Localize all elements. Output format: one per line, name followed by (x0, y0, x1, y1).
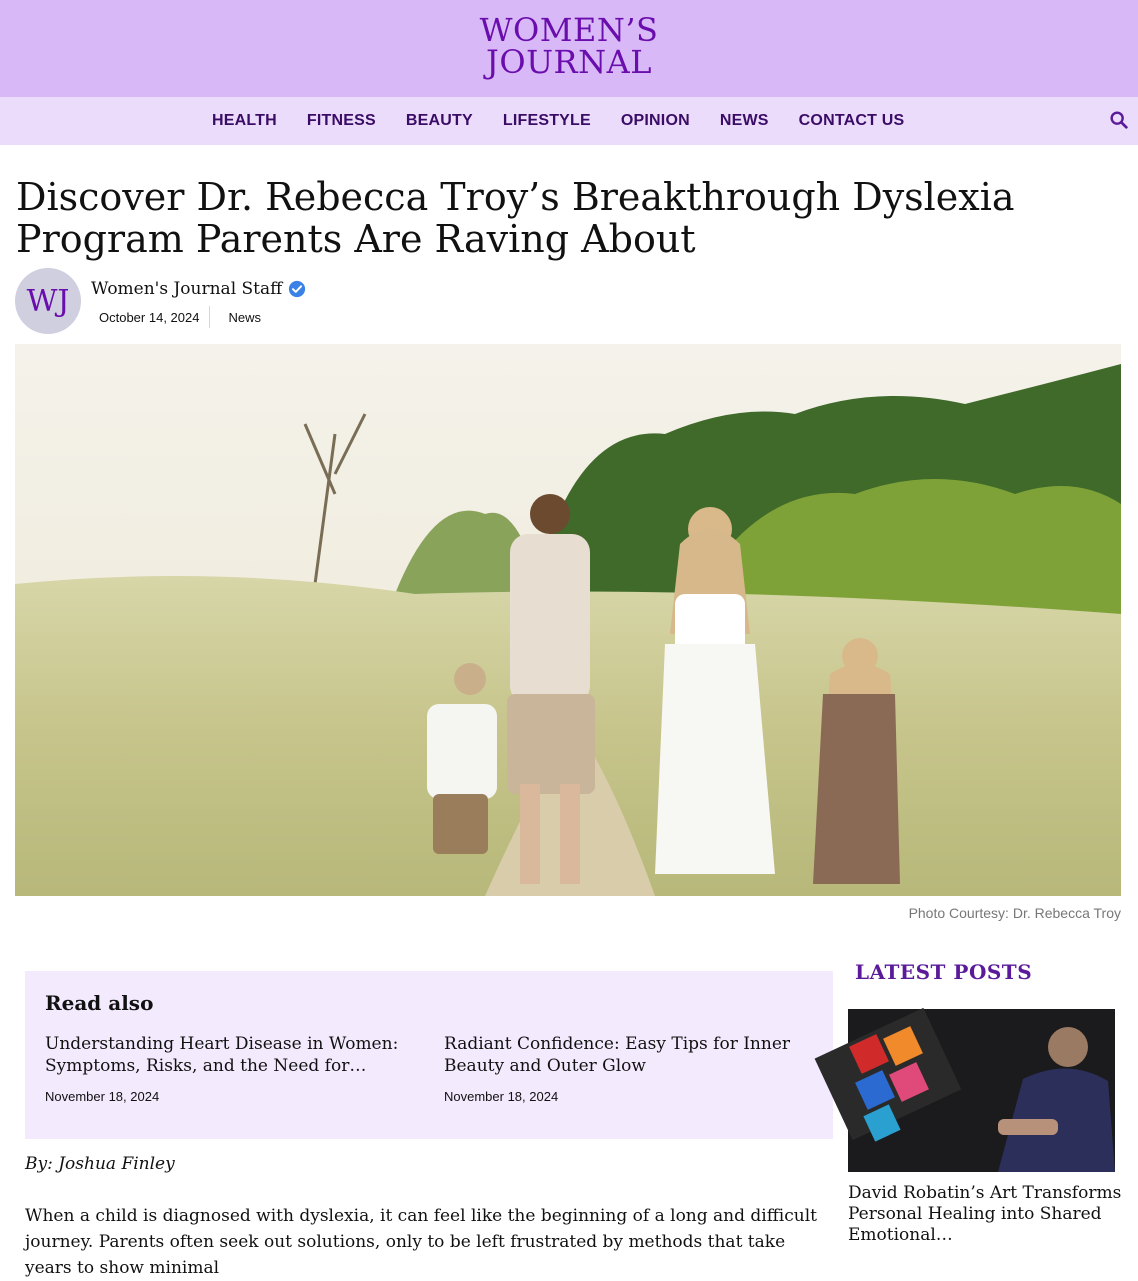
read-also-item[interactable] (45, 1033, 415, 1104)
logo-line-2: JOURNAL (486, 43, 652, 81)
read-also-item-date: November 18, 2024 (444, 1089, 559, 1104)
site-logo[interactable] (0, 11, 1138, 81)
nav-item-lifestyle[interactable]: LIFESTYLE (502, 112, 591, 129)
read-also-box (25, 971, 833, 1139)
read-also-item[interactable] (444, 1033, 814, 1104)
nav-item-contact-us[interactable]: CONTACT US (798, 112, 905, 129)
author-name[interactable]: Women's Journal Staff (91, 279, 283, 299)
search-icon[interactable] (1108, 109, 1130, 131)
hero-image (15, 344, 1121, 896)
verified-badge-icon (288, 280, 306, 298)
article-title: Discover Dr. Rebecca Troy’s Breakthrough Dyslexia Program Parents Are Raving About (16, 175, 1015, 261)
article-body-paragraph: When a child is diagnosed with dyslexia, it can feel like the beginning of a long and difficult journey. Parents often seek out solutions, only to be left frustrated by methods that take years to show minimal (25, 1206, 817, 1278)
latest-post-thumbnail[interactable] (848, 1009, 1115, 1172)
article-meta (99, 306, 261, 328)
author-avatar[interactable]: WJ (15, 268, 81, 334)
nav-item-health[interactable]: HEALTH (212, 112, 277, 129)
logo-line-1: WOMEN’S (479, 11, 659, 49)
nav-item-fitness[interactable]: FITNESS (306, 112, 376, 129)
article-category[interactable]: News (228, 309, 261, 325)
photo-caption: Photo Courtesy: Dr. Rebecca Troy (908, 905, 1121, 921)
nav-item-beauty[interactable]: BEAUTY (405, 112, 473, 129)
nav-item-opinion[interactable]: OPINION (620, 112, 690, 129)
site-header (0, 0, 1138, 97)
nav-item-news[interactable]: NEWS (719, 112, 769, 129)
main-navigation (0, 97, 1138, 145)
artist-photo (848, 1009, 1115, 1172)
read-also-item-title[interactable]: Understanding Heart Disease in Women: Symptoms, Risks, and the Need for… (45, 1034, 399, 1076)
read-also-item-title[interactable]: Radiant Confidence: Easy Tips for Inner Beauty and Outer Glow (444, 1034, 791, 1076)
latest-post-title[interactable]: David Robatin’s Art Transforms Personal Healing into Shared Emotional… (848, 1183, 1122, 1245)
article-date: October 14, 2024 (99, 309, 200, 325)
meta-divider (209, 306, 210, 328)
latest-posts-heading: LATEST POSTS (855, 960, 1033, 984)
family-walking-photo (15, 344, 1121, 896)
author-row (91, 279, 306, 299)
read-also-heading: Read also (45, 991, 154, 1015)
read-also-item-date: November 18, 2024 (45, 1089, 160, 1104)
article-byline: By: Joshua Finley (25, 1154, 175, 1174)
